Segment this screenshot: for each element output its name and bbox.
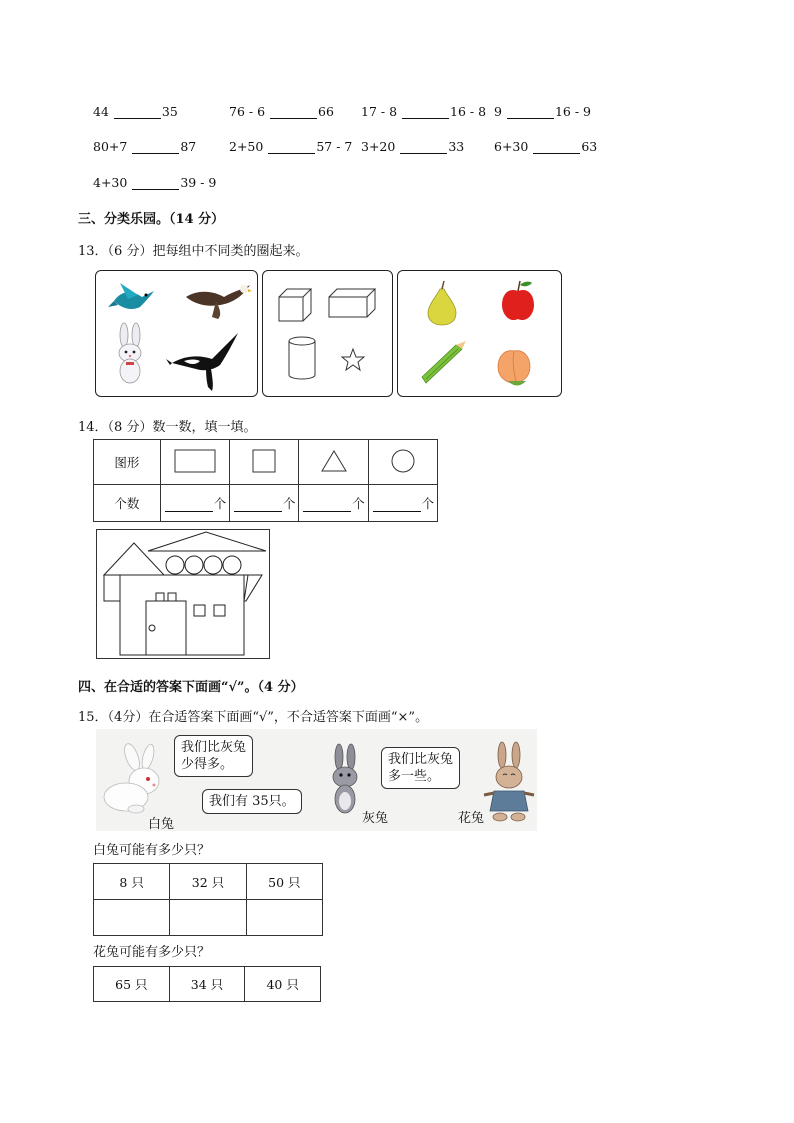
compare-item: [361, 104, 486, 119]
answer-blank[interactable]: [507, 106, 554, 119]
answer-blank[interactable]: [165, 499, 213, 512]
gray-rabbit-speech-bubble: [202, 789, 302, 814]
triangle-icon: [320, 449, 348, 473]
count-table: [93, 439, 438, 522]
unit-label: 个: [213, 496, 227, 511]
compare-left: 76 - 6: [229, 104, 266, 119]
answer-blank[interactable]: [400, 141, 447, 154]
flower-rabbit-speech-bubble: [381, 747, 460, 789]
answer-blank[interactable]: [402, 106, 449, 119]
answer-blank[interactable]: [303, 499, 351, 512]
pear-icon[interactable]: [428, 281, 456, 325]
gray-rabbit-icon: [326, 743, 366, 819]
flower-rabbit-icon: [482, 741, 536, 825]
compare-left: 4+30: [93, 175, 128, 190]
flower-rabbit-options-table: [93, 966, 321, 1002]
shape-cell: [160, 440, 229, 485]
count-row-label: 个数: [94, 485, 161, 522]
unit-label: 个: [283, 496, 296, 511]
compare-left: 6+30: [494, 139, 529, 154]
apple-icon[interactable]: [502, 281, 534, 320]
shape-cell: [299, 440, 368, 485]
compare-right: 87: [180, 139, 197, 154]
section-3-heading: 三、分类乐园。（14 分）: [78, 212, 225, 227]
question-14-text: 14．（8 分）数一数，填一填。: [78, 420, 257, 435]
group-animals-panel: [95, 270, 258, 397]
compare-right: 66: [318, 104, 334, 119]
cylinder-icon[interactable]: [289, 337, 315, 379]
answer-blank[interactable]: [132, 177, 179, 190]
compare-item: [229, 139, 352, 154]
option-cell: 32 只: [170, 864, 246, 900]
magpie-icon[interactable]: [166, 333, 238, 391]
bubble-line: 我们比灰兔: [388, 752, 454, 767]
animals-illustration: [96, 271, 257, 396]
compare-right: 57 - 7: [316, 139, 353, 154]
bird-icon[interactable]: [108, 283, 154, 309]
compare-item: [229, 104, 334, 119]
cube-icon[interactable]: [279, 289, 311, 321]
white-rabbit-options-table: [93, 863, 323, 936]
house-figure: [96, 529, 270, 659]
circle-icon: [390, 448, 416, 474]
count-cell[interactable]: [230, 485, 299, 522]
answer-blank[interactable]: [132, 141, 179, 154]
unit-label: 个: [421, 496, 435, 511]
compare-right: 33: [448, 139, 465, 154]
compare-item: [494, 104, 591, 119]
option-cell: 65 只: [94, 967, 170, 1002]
answer-cell[interactable]: [94, 900, 170, 936]
count-cell[interactable]: [160, 485, 229, 522]
shape-cell: [230, 440, 299, 485]
compare-item: [93, 139, 196, 154]
rabbit-scene: [96, 729, 537, 831]
group-fruits-panel: [397, 270, 562, 397]
compare-left: 44: [93, 104, 109, 119]
answer-blank[interactable]: [234, 499, 282, 512]
answer-cell[interactable]: [170, 900, 246, 936]
compare-left: 80+7: [93, 139, 128, 154]
compare-item: [494, 139, 597, 154]
bubble-line: 我们有 35只。: [209, 794, 295, 809]
count-cell[interactable]: [368, 485, 437, 522]
compare-right: 16 - 9: [554, 104, 591, 119]
shape-cell: [368, 440, 437, 485]
section-4-heading: 四、在合适的答案下面画“√”。（4 分）: [78, 680, 304, 695]
option-cell: 50 只: [246, 864, 322, 900]
pencil-icon[interactable]: [422, 341, 466, 383]
fruits-illustration: [398, 271, 561, 396]
cuboid-icon[interactable]: [329, 289, 375, 317]
shapes-illustration: [263, 271, 392, 396]
answer-blank[interactable]: [114, 106, 161, 119]
compare-item: [93, 104, 178, 119]
answer-blank[interactable]: [268, 141, 315, 154]
white-rabbit-icon: [100, 743, 170, 815]
compare-left: 2+50: [229, 139, 264, 154]
peach-icon[interactable]: [498, 351, 530, 386]
square-icon: [251, 448, 277, 474]
unit-label: 个: [352, 496, 365, 511]
shape-row-label: 图形: [94, 440, 161, 485]
compare-right: 35: [161, 104, 178, 119]
answer-blank[interactable]: [373, 499, 421, 512]
white-rabbit-label: 白兔: [148, 817, 175, 832]
gray-rabbit-label: 灰兔: [362, 811, 389, 826]
bubble-line: 我们比灰兔: [181, 740, 247, 755]
compare-right: 39 - 9: [180, 175, 217, 190]
bubble-line: 多一些。: [388, 769, 441, 784]
group-shapes-panel: [262, 270, 393, 397]
answer-blank[interactable]: [270, 106, 317, 119]
count-cell[interactable]: [299, 485, 368, 522]
question-13-text: 13．（6 分）把每组中不同类的圈起来。: [78, 244, 309, 259]
white-rabbit-speech-bubble: [174, 735, 253, 777]
answer-cell[interactable]: [246, 900, 322, 936]
compare-left: 17 - 8: [361, 104, 398, 119]
white-rabbit-question: 白兔可能有多少只？: [93, 843, 211, 858]
compare-left: 3+20: [361, 139, 396, 154]
compare-right: 63: [581, 139, 598, 154]
compare-left: 9: [494, 104, 502, 119]
star-icon[interactable]: [342, 349, 364, 370]
bubble-line: 少得多。: [181, 757, 234, 772]
rectangle-icon: [173, 448, 217, 474]
rabbit-icon[interactable]: [119, 323, 141, 383]
answer-blank[interactable]: [533, 141, 580, 154]
compare-item: [361, 139, 464, 154]
eagle-icon[interactable]: [186, 285, 252, 319]
compare-item: [93, 175, 216, 190]
flower-rabbit-label: 花兔: [458, 811, 485, 826]
compare-right: 16 - 8: [450, 104, 487, 119]
flower-rabbit-question: 花兔可能有多少只？: [93, 945, 211, 960]
option-cell: 40 只: [245, 967, 321, 1002]
option-cell: 8 只: [94, 864, 170, 900]
question-15-text: 15．（4分）在合适答案下面画“√”，不合适答案下面画“×”。: [78, 710, 429, 725]
option-cell: 34 只: [169, 967, 245, 1002]
